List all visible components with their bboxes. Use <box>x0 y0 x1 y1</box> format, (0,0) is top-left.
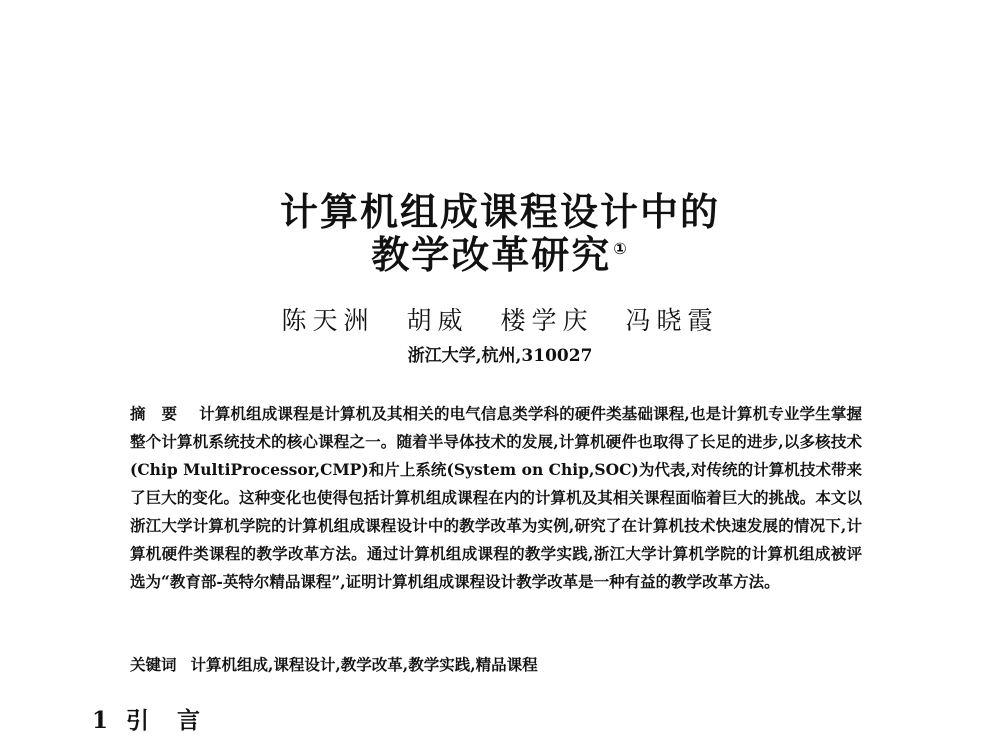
abstract-block <box>130 400 862 596</box>
author-name: 楼学庆 <box>500 306 594 335</box>
author-name: 冯晓霞 <box>625 306 719 335</box>
author-list <box>0 305 1000 337</box>
title-footnote-mark[interactable]: ① <box>613 239 629 259</box>
title-text-line2: 教学改革研究 <box>371 233 612 277</box>
title-text-line1: 计算机组成课程设计中的 <box>279 190 720 234</box>
paper-title-line2 <box>0 232 1000 278</box>
section-heading <box>92 706 228 736</box>
abstract-text: 计算机组成课程是计算机及其相关的电气信息类学科的硬件类基础课程,也是计算机专业学生掌握整个计算机系统技术的核心课程之一。随着半导体技术的发展,计算机硬件也取得了长足的进步,以多核技术(Chip MultiProcessor,CMP)和片上系统(System on Chip,SOC)为代表,对传统的计算机技术带来了巨大的变化。这种变化也使得包括计算机组成课程在内的计算机及其相关课程面临着巨大的挑战。本文以浙江大学计算机学院的计算机组成课程设计中的教学改革为实例,研究了在计算机技术快速发展的情况下,计算机硬件类课程的教学改革方法。通过计算机组成课程的教学实践,浙江大学计算机学院的计算机组成被评选为“教育部-英特尔精品课程”,证明计算机组成课程设计教学改革是一种有益的教学改革方法。 <box>130 404 862 591</box>
keywords-text: 计算机组成,课程设计,教学改革,教学实践,精品课程 <box>190 655 538 674</box>
section-number: 1 <box>92 707 109 734</box>
author-name: 胡威 <box>406 306 469 335</box>
author-affiliation: 浙江大学,杭州,310027 <box>407 346 593 366</box>
abstract-label: 摘要 <box>130 404 194 423</box>
section-title: 引言 <box>126 707 229 734</box>
keywords-label: 关键词 <box>130 655 177 674</box>
paper-title-line1 <box>0 189 1000 235</box>
author-name: 陈天洲 <box>281 306 375 335</box>
keywords-block <box>130 652 862 678</box>
